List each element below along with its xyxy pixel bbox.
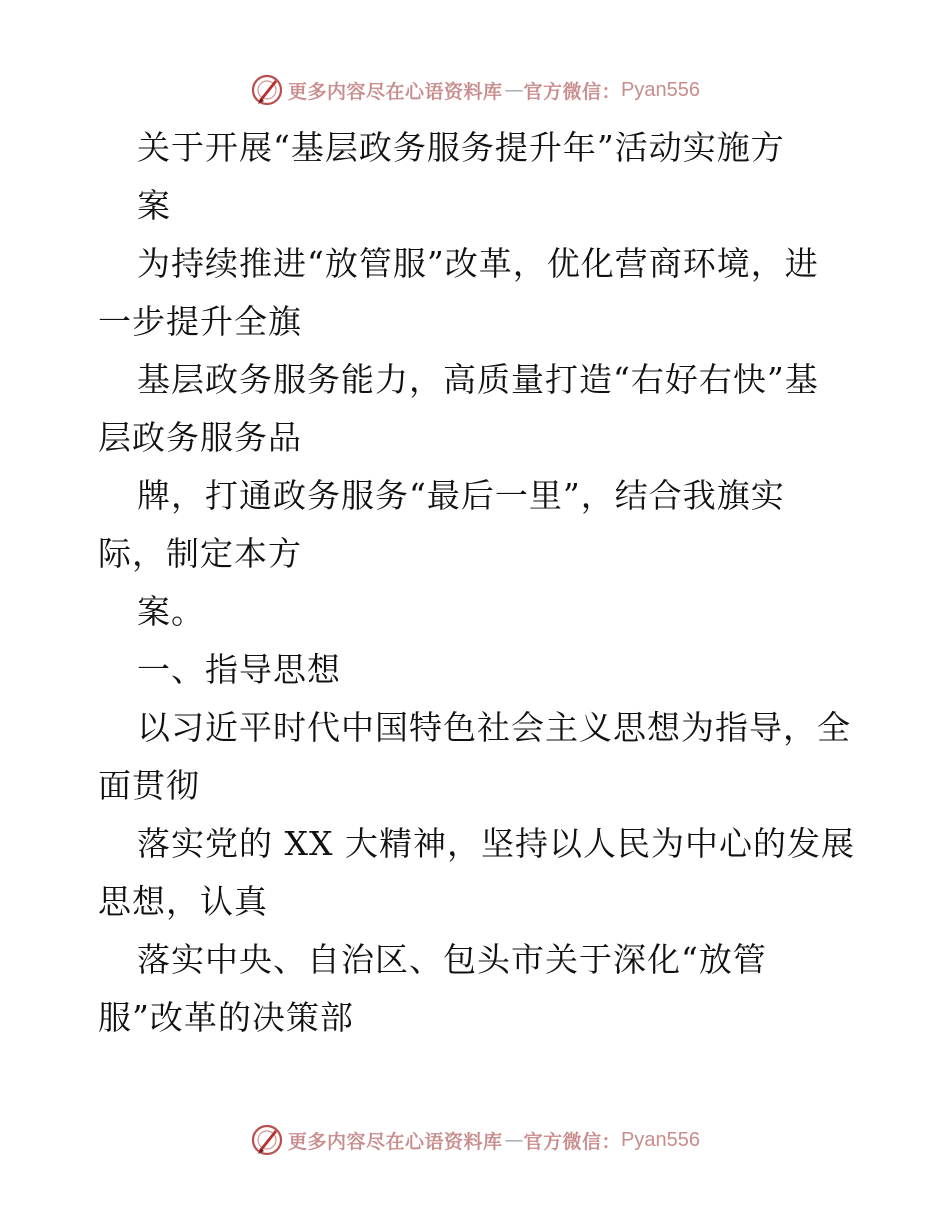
section-heading: 一、指导思想 xyxy=(137,650,341,689)
watermark-wechat-label: 官方微信： xyxy=(523,80,622,103)
doc-text-line: 服”改革的决策部 xyxy=(98,998,354,1037)
doc-text-line: 际，制定本方 xyxy=(98,534,302,573)
doc-title-line: 案 xyxy=(137,186,171,225)
doc-text-line: 牌，打通政务服务“最后一里”，结合我旗实 xyxy=(137,476,785,515)
doc-text-line: 基层政务服务能力，高质量打造“右好右快”基 xyxy=(137,360,819,399)
doc-text-line: 落实中央、自治区、包头市关于深化“放管 xyxy=(137,940,767,979)
doc-text-line: 一步提升全旗 xyxy=(98,302,302,341)
watermark-text: 更多内容尽在心语资料库 xyxy=(288,1130,503,1153)
doc-text-line: 以习近平时代中国特色社会主义思想为指导，全 xyxy=(137,708,851,747)
quill-logo-icon xyxy=(250,1123,284,1157)
footer-watermark xyxy=(0,1120,950,1160)
watermark-separator: — xyxy=(504,1129,524,1151)
doc-text-line: 为持续推进“放管服”改革，优化营商环境，进 xyxy=(137,244,819,283)
watermark-separator: — xyxy=(504,79,524,101)
doc-text-line: 层政务服务品 xyxy=(98,418,302,457)
doc-text-line: 思想，认真 xyxy=(98,882,268,921)
watermark-text: 更多内容尽在心语资料库 xyxy=(288,80,503,103)
doc-title-line: 关于开展“基层政务服务提升年”活动实施方 xyxy=(137,128,785,167)
doc-text-line: 落实党的 XX 大精神，坚持以人民为中心的发展 xyxy=(137,824,855,863)
watermark-wechat-label: 官方微信： xyxy=(523,1130,622,1153)
quill-logo-icon xyxy=(250,73,284,107)
watermark-wechat-id: Pyan556 xyxy=(621,1128,700,1151)
header-watermark xyxy=(0,70,950,110)
watermark-wechat-id: Pyan556 xyxy=(621,78,700,101)
doc-text-line: 面贯彻 xyxy=(98,766,200,805)
doc-text-line: 案。 xyxy=(137,592,205,631)
